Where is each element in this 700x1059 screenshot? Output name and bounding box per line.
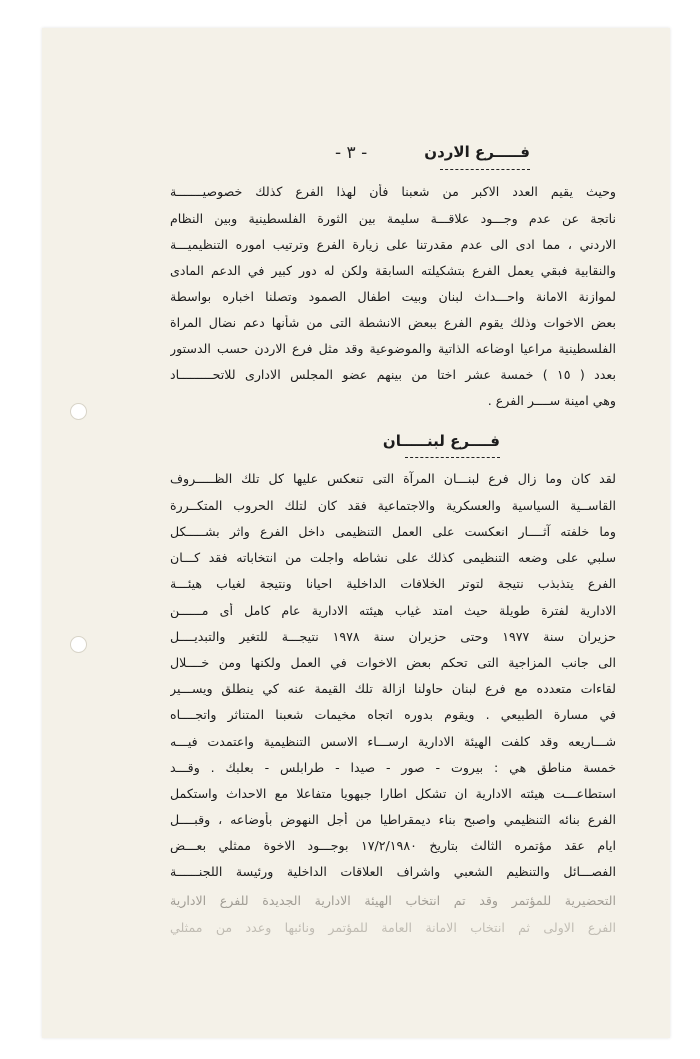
punch-hole-bottom — [70, 636, 87, 653]
punch-hole-top — [70, 403, 87, 420]
paragraph-line: ايام عقد مؤتمره الثالث بتاريخ ١٧/٢/١٩٨٠ بوجـــود الاخوة ممثلي بعـــض — [170, 838, 616, 853]
paragraph-line: بعدد ( ١٥ ) خمسة عشر اختا من بينهم عضو المجلس الادارى للاتحـــــــــاد — [170, 367, 616, 382]
paragraph-line: الاردني ، مما ادى الى عدم مقدرتنا على زيارة الفرع وترتيب اموره التنظيميـــة — [170, 237, 616, 252]
paragraph-line: وحيث يقيم العدد الاكبر من شعبنا فأن لهذا الفرع كذلك خصوصيـــــــة — [170, 184, 616, 199]
paragraph-line: الى جانب المزاجية التى تحكم بعض الاخوات في العمل ولكنها ومن خــــلال — [170, 655, 616, 670]
paragraph-line-faded: الفرع الاولى ثم انتخاب الامانة العامة للمؤتمر ونائبها وعدد من ممثلي — [170, 920, 616, 935]
paragraph-line: الفرع يتذبذب نتيجة لتوتر الخلافات الداخلية احيانا ونتيجة لغياب هيئـــة — [170, 576, 616, 591]
section-heading-jordan: فـــــرع الاردن — [424, 143, 530, 161]
paragraph-line: الفلسطينية مراعيا اوضاعه الذاتية والموضوعية وقد مثل فرع الاردن حسب الدستور — [170, 341, 616, 356]
paragraph-line: وهي امينة ســــر الفرع . — [487, 393, 616, 408]
paragraph-line-faded: التحضيرية للمؤتمر وقد تم انتخاب الهيئة الادارية الجديدة للفرع الادارية — [170, 893, 616, 908]
paragraph-line: وما خلفته آثــــار انعكست على العمل التنظيمى داخل الفرع واثر بشـــــكل — [170, 524, 616, 539]
heading-underline — [440, 169, 530, 170]
paragraph-line: الادارية لفترة طويلة حيث امتد غياب هيئته الادارية عام كامل أى مــــــن — [170, 603, 616, 618]
paragraph-line: والنقابية فبقي يعمل الفرع بتشكيلته السابقة ولكن له دور كبير في الدعم المادى — [170, 263, 616, 278]
page-number: - ٣ - — [335, 143, 368, 163]
paragraph-line: الفصـــائل والتنظيم الشعبي واشراف العلاقات الداخلية ورئيسة اللجنــــــة — [170, 864, 616, 879]
heading-underline — [405, 457, 500, 458]
paragraph-line: بعض الاخوات وذلك يقوم الفرع ببعض الانشطة التى من شأنها دعم نضال المراة — [170, 315, 616, 330]
paragraph-line: سلبي على وضعه التنظيمى كذلك على نشاطه واجلت من انتخاباته فقد كـــان — [170, 550, 616, 565]
paragraph-line: القاســية السياسية والعسكرية والاجتماعية فقد كان لتلك الحروب المتكــررة — [170, 498, 616, 513]
paragraph-line: ناتجة عن عدم وجـــود علاقـــة سليمة بين الثورة الفلسطينية وبين النظام — [170, 211, 616, 226]
paragraph-line: لقاءات متعدده مع فرع لبنان حاولنا ازالة تلك القيمة عنه كي ينطلق ويســـير — [170, 681, 616, 696]
paragraph-line: لقد كان وما زال فرع لبنـــان المرآة التى تنعكس عليها كل تلك الظـــــروف — [170, 471, 616, 486]
section-heading-lebanon: فــــرع لبنـــــان — [382, 432, 500, 450]
paragraph-line: في مسارة الطبيعي . ويقوم بدوره اتجاه مخيمات شعبنا المتناثر واتجــــاه — [170, 707, 616, 722]
paragraph-line: استطاعـــت هيئته الادارية ان تشكل اطارا جبهويا متفاعلا مع الاحداث واستكمل — [170, 786, 616, 801]
paragraph-line: خمسة مناطق هي : بيروت - صور - صيدا - طرابلس - بعلبك . وقـــد — [170, 760, 616, 775]
paragraph-line: الفرع بنائه التنظيمي واصبح بناء ديمقراطيا من أجل النهوض بأوضاعه ، وقبــــل — [170, 812, 616, 827]
paragraph-line: شـــاريعه وقد كلفت الهيئة الادارية ارســـاء الاسس التنظيمية واعتمدت فيـــه — [170, 734, 616, 749]
paragraph-line: لموازنة الامانة واحـــداث لبنان وبيت اطفال الصمود وتصلنا اخباره بواسطة — [170, 289, 616, 304]
paragraph-line: حزيران سنة ١٩٧٧ وحتى حزيران سنة ١٩٧٨ نتيجـــة للتغير والتبديــــل — [170, 629, 616, 644]
